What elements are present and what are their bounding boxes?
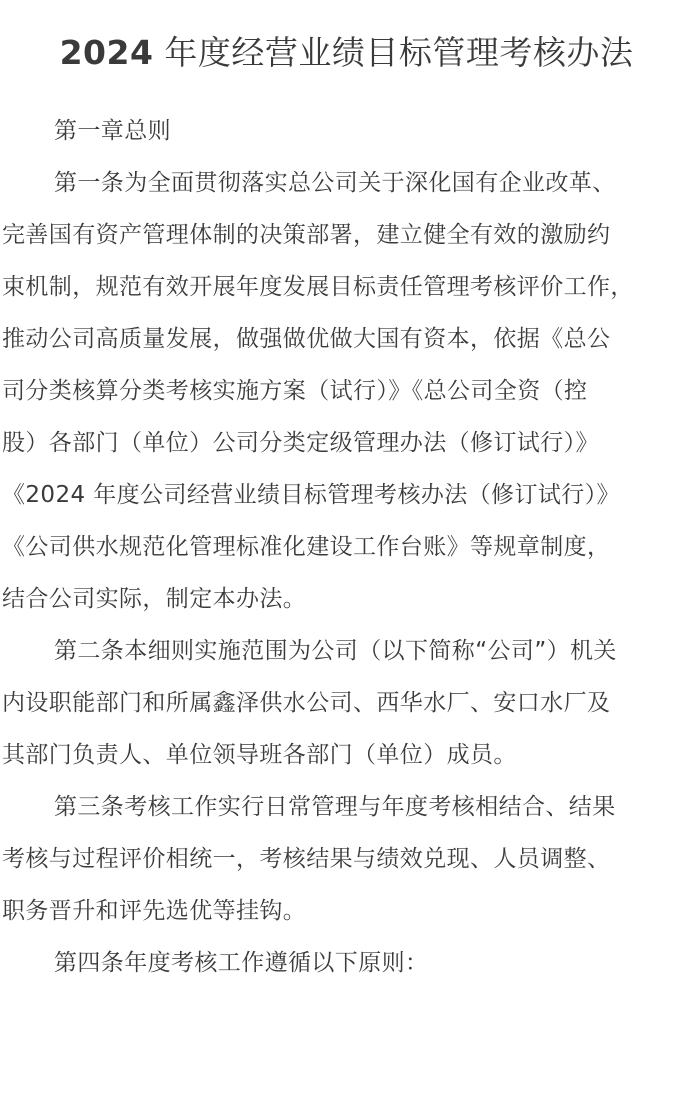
article-1-line-3: 束机制，规范有效开展年度发展目标责任管理考核评价工作， [2,274,634,300]
article-1-line-6: 股）各部门（单位）公司分类定级管理办法（修订试行）》 [2,430,599,456]
title-year: 2024 [59,33,154,72]
chapter-heading: 第一章总则 [54,118,171,144]
article-2-line-3: 其部门负责人、单位领导班各部门（单位）成员。 [2,742,517,768]
article-1-line-1: 第一条为全面贯彻落实总公司关于深化国有企业改革、 [54,170,616,196]
article-1-line-8: 《公司供水规范化管理标准化建设工作台账》等规章制度， [2,534,611,560]
article-2-line-1: 第二条本细则实施范围为公司（以下简称“公司”）机关 [54,638,617,664]
article-1-line-9: 结合公司实际，制定本办法。 [2,586,307,612]
title-text: 年度经营业绩目标管理考核办法 [153,33,634,72]
article-3-line-1: 第三条考核工作实行日常管理与年度考核相结合、结果 [54,794,616,820]
document-body [2,105,691,989]
document-title [0,30,693,76]
article-1-line-2: 完善国有资产管理体制的决策部署，建立健全有效的激励约 [2,222,611,248]
article-1-line-7: 《2024 年度公司经营业绩目标管理考核办法（修订试行）》 [2,482,620,508]
article-3-line-2: 考核与过程评价相统一，考核结果与绩效兑现、人员调整、 [2,846,611,872]
article-3-line-3: 职务晋升和评先选优等挂钩。 [2,898,307,924]
article-1-line-5: 司分类核算分类考核实施方案（试行）》《总公司全资（控 [2,378,588,404]
article-1-line-4: 推动公司高质量发展，做强做优做大国有资本，依据《总公 [2,326,611,352]
article-2-line-2: 内设职能部门和所属鑫泽供水公司、西华水厂、安口水厂及 [2,690,611,716]
article-4-line-1: 第四条年度考核工作遵循以下原则： [54,950,429,976]
